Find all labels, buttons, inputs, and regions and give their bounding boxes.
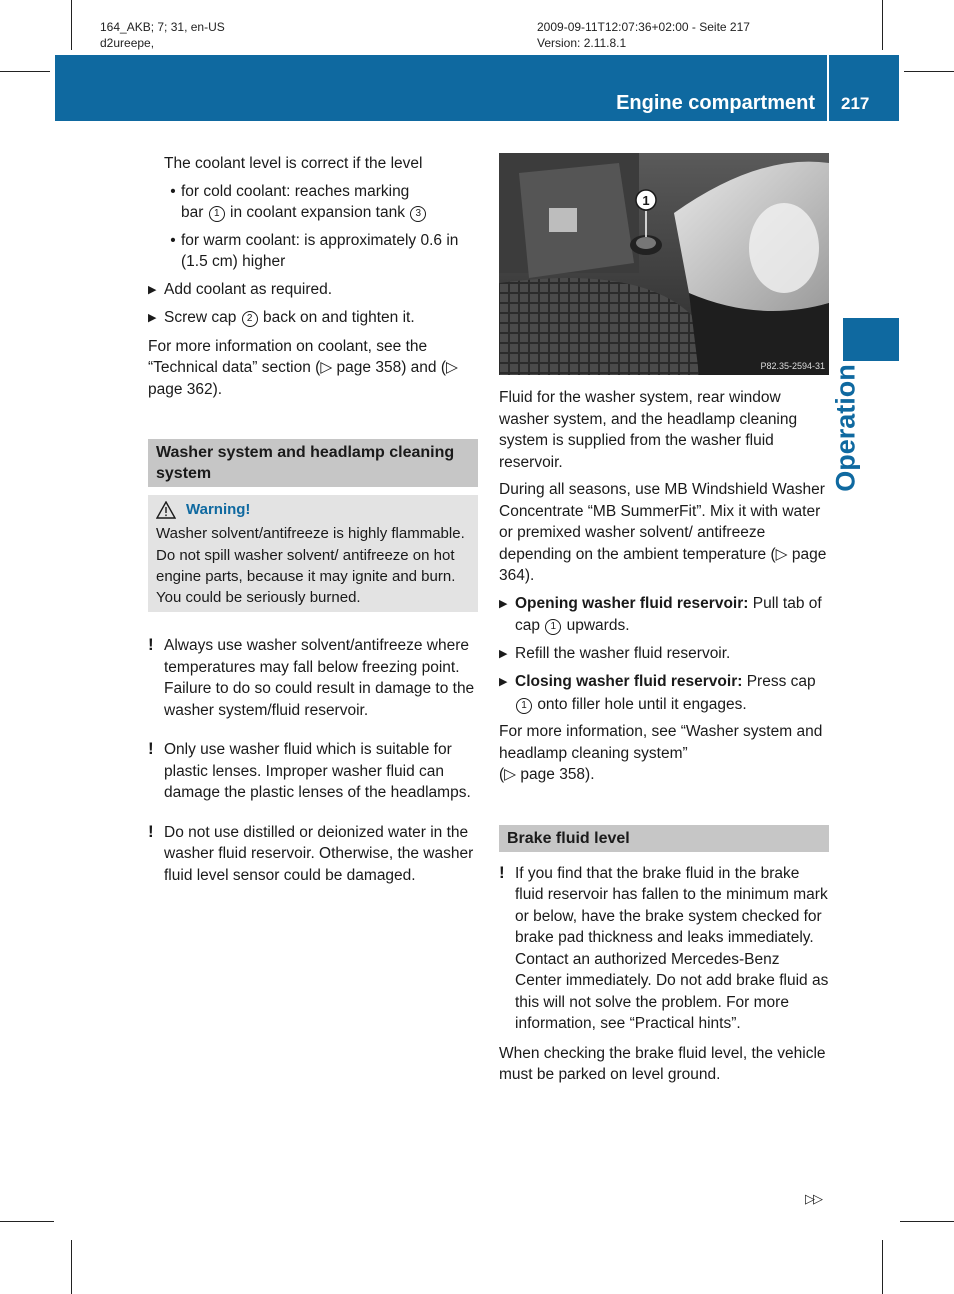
text: page 358) and ( <box>336 359 446 376</box>
step-arrow-icon: ▶ <box>499 597 508 610</box>
brake-heading: Brake fluid level <box>499 825 829 852</box>
step-arrow-icon: ▶ <box>499 676 508 688</box>
text: for warm coolant: is approximately 0.6 in (1.5 cm) higher <box>181 231 459 270</box>
step-item <box>148 307 478 330</box>
text: Refill the washer fluid reservoir. <box>515 644 731 662</box>
crop-mark <box>0 71 50 72</box>
text: Screw cap <box>164 309 237 326</box>
header-bar <box>55 55 899 121</box>
photo-code: P82.35-2594-31 <box>760 361 825 371</box>
warning-triangle-icon <box>156 501 176 519</box>
side-tab-text: Operation <box>830 363 861 492</box>
text: page 358). <box>520 766 595 783</box>
warning-label: Warning! <box>186 501 251 518</box>
text: page 362). <box>148 380 223 398</box>
washer-paragraph: Fluid for the washer system, rear window washer system, and the headlamp cleaning system is supplied from the washer fluid reservoir. <box>499 389 798 471</box>
exclamation-icon: ! <box>148 635 154 655</box>
text: Pull tab of cap <box>515 594 822 634</box>
step-item <box>499 643 829 666</box>
text: ( <box>499 766 505 783</box>
page-ref-icon: ▷ <box>775 545 788 563</box>
step-arrow-icon: ▶ <box>148 283 157 296</box>
note-item <box>499 862 829 1035</box>
meta-line: d2ureepe, <box>100 36 155 50</box>
right-column <box>499 153 829 1086</box>
step-arrow-icon: ▶ <box>148 312 157 324</box>
more-info <box>148 336 478 401</box>
text: Press cap <box>746 673 816 690</box>
header-divider <box>827 55 829 121</box>
text: page 364). <box>499 545 827 584</box>
list-item <box>148 181 478 224</box>
coolant-intro: The coolant level is correct if the level <box>164 155 423 172</box>
side-tab-label <box>826 363 866 492</box>
crop-mark <box>882 0 883 50</box>
crop-mark <box>71 1240 72 1294</box>
more-info <box>499 721 829 786</box>
callout-1: 1 <box>516 698 532 714</box>
brake-paragraph: When checking the brake fluid level, the vehicle must be parked on level ground. <box>499 1044 826 1083</box>
washer-heading: Washer system and headlamp cleaning system <box>148 439 478 487</box>
callout-1: 1 <box>545 619 561 635</box>
text: bar <box>181 204 204 221</box>
list-item <box>148 230 478 273</box>
text: For more information on coolant, see the “Technical data” section ( <box>148 337 428 376</box>
section-title: Engine compartment <box>616 92 815 114</box>
step-item <box>499 671 829 715</box>
warning-box <box>148 495 478 612</box>
page-ref-icon: ▷ <box>320 359 333 376</box>
warning-title <box>156 499 470 520</box>
page-ref-icon: ▷ <box>446 359 458 376</box>
crop-mark <box>0 1221 54 1222</box>
page-ref-icon: ▷ <box>504 766 517 783</box>
warning-text: Washer solvent/antifreeze is highly flammable. Do not spill washer solvent/ antifreeze on hot engine parts, because it may ignite and burn. You could be seriously burned. <box>156 525 465 607</box>
exclamation-icon: ! <box>148 821 154 841</box>
text: back on and tighten it. <box>263 309 415 326</box>
meta-line: 164_AKB; 7; 31, en-US <box>100 20 225 34</box>
step-item <box>148 279 478 302</box>
step-label: Opening washer fluid reservoir: <box>515 594 749 612</box>
continue-icon: ▷▷ <box>805 1191 821 1206</box>
callout-3: 3 <box>410 206 426 222</box>
text: in coolant expansion tank <box>230 204 405 221</box>
text: For more information, see “Washer system and headlamp cleaning system” <box>499 723 823 762</box>
text: Always use washer solvent/antifreeze where temperatures may fall below freezing point. Failure to do so could result in damage to the washer system/fluid reservoir. <box>164 637 475 719</box>
note-item <box>148 634 478 721</box>
left-column <box>148 153 478 886</box>
note-item <box>148 738 478 804</box>
text: Do not use distilled or deionized water in the washer fluid reservoir. Otherwise, the washer fluid level sensor could be damaged. <box>164 823 474 884</box>
print-meta-right <box>537 19 750 51</box>
note-item <box>148 821 478 887</box>
exclamation-icon: ! <box>499 862 505 882</box>
crop-mark <box>900 1221 954 1222</box>
bullet: • <box>170 231 176 249</box>
text: If you find that the brake fluid in the brake fluid reservoir has fallen to the minimum mark or below, have the brake system checked for brake pad thickness and leaks immediately. Contact an authorized Mercedes-Benz Center immediately. Do not add brake fluid as this will not solve the problem. For more information, see “Practical hints”. <box>515 864 829 1032</box>
text: Add coolant as required. <box>164 280 333 298</box>
step-arrow-icon: ▶ <box>499 647 508 660</box>
side-tab <box>843 318 899 361</box>
meta-line: 2009-09-11T12:07:36+02:00 - Seite 217 <box>537 20 750 34</box>
washer-paragraph <box>499 479 829 587</box>
crop-mark <box>71 0 72 50</box>
exclamation-icon: ! <box>148 739 154 759</box>
text: upwards. <box>566 617 630 634</box>
meta-line: Version: 2.11.8.1 <box>537 36 627 50</box>
callout-1: 1 <box>209 206 225 222</box>
step-label: Closing washer fluid reservoir: <box>515 673 743 690</box>
step-item <box>499 593 829 637</box>
text: onto filler hole until it engages. <box>537 695 747 713</box>
photo-callout: 1 <box>642 193 650 208</box>
bullet: • <box>170 182 176 200</box>
page-number: 217 <box>841 94 870 113</box>
text: Only use washer fluid which is suitable for plastic lenses. Improper washer fluid can damage the plastic lenses of the headlamps. <box>164 741 471 802</box>
crop-mark <box>882 1240 883 1294</box>
engine-compartment-photo <box>499 153 829 375</box>
text: for cold coolant: reaches marking <box>181 182 410 200</box>
crop-mark <box>904 71 954 72</box>
callout-2: 2 <box>242 311 258 327</box>
print-meta-left <box>100 19 225 51</box>
text: During all seasons, use MB Windshield Washer Concentrate “MB SummerFit”. Mix it with water or premixed washer solvent/ antifreeze depending on the ambient temperature ( <box>499 481 825 563</box>
